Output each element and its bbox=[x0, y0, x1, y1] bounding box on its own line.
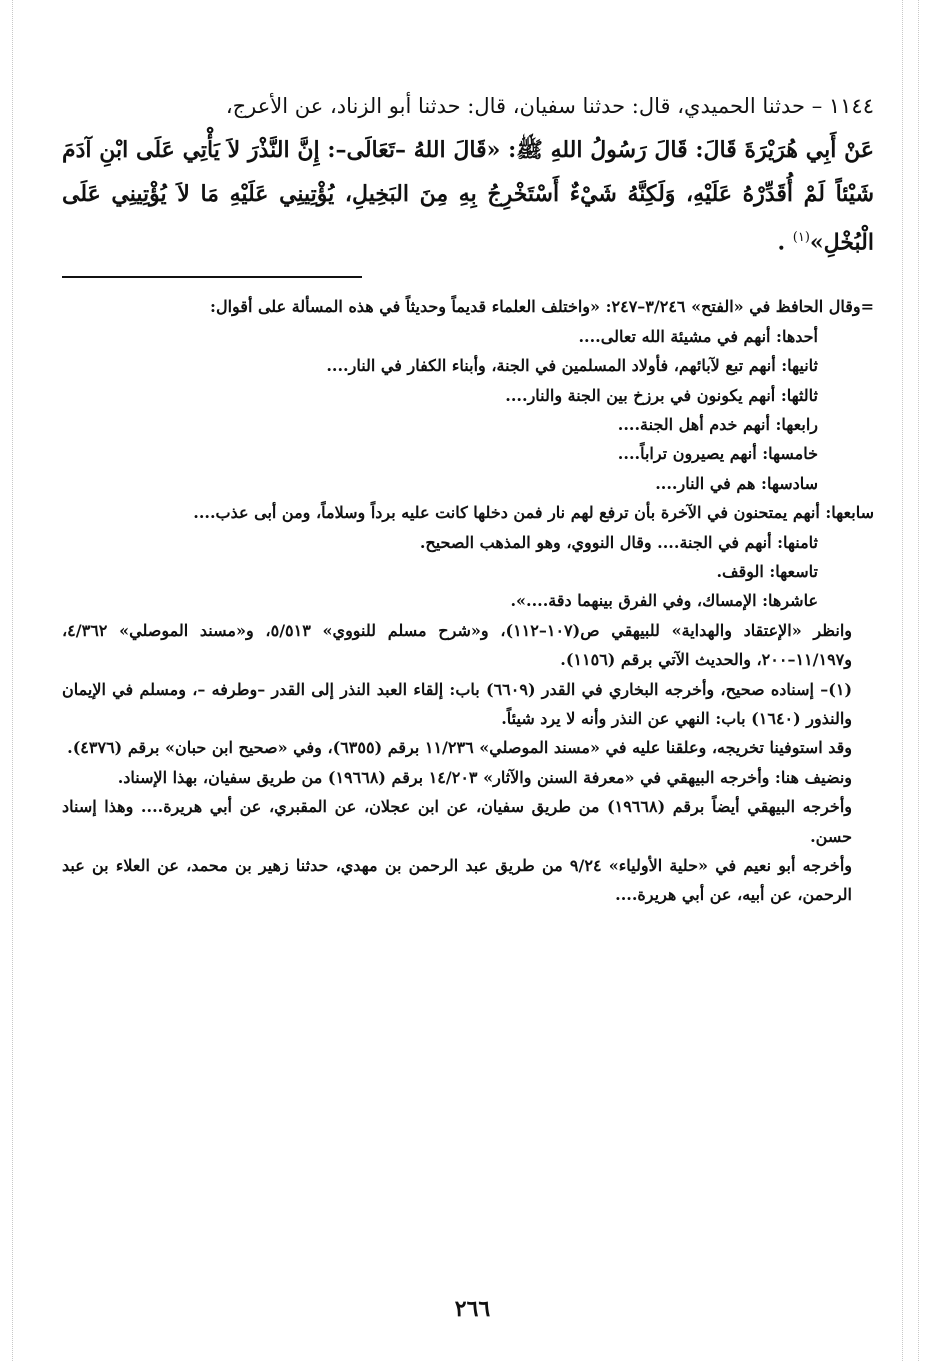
page-body bbox=[62, 84, 874, 910]
margin-guide-outer bbox=[918, 0, 919, 1361]
note-line: أحدها: أنهم في مشيئة الله تعالى.... bbox=[578, 326, 818, 346]
note-line: سابعها: أنهم يمتحنون في الآخرة بأن ترفع لهم نار فمن دخلها كانت عليه برداً وسلاماً، ومن أبى عذب.... bbox=[193, 503, 874, 523]
margin-guide-right bbox=[902, 0, 903, 1361]
note-line: ثالثها: أنهم يكونون في برزخ بين الجنة والنار.... bbox=[505, 385, 818, 405]
note-line: خامسها: أنهم يصيرون تراباً.... bbox=[617, 444, 818, 464]
footnotes bbox=[62, 292, 874, 910]
footnote-1: (١)– إسناده صحيح، وأخرجه البخاري في القدر (٦٦٠٩) باب: إلقاء العبد النذر إلى القدر –وطرفه –، ومسلم في الإيمان والنذور (١٦٤٠) باب: النهي عن النذر وأنه لا يرد شيئاً. bbox=[62, 679, 853, 729]
page-number: ٢٦٦ bbox=[454, 1296, 491, 1322]
note-line: ونضيف هنا: وأخرجه البيهقي في «معرفة السنن والآثار» ١٤/٢٠٣ برقم (١٩٦٦٨) من طريق سفيان، بهذا الإسناد. bbox=[117, 767, 852, 787]
footnote-reference: (١) bbox=[792, 230, 810, 245]
note-line: ثانيها: أنهم تبع لآبائهم، فأولاد المسلمين في الجنة، وأبناء الكفار في النار.... bbox=[326, 356, 818, 376]
hadith-text bbox=[62, 128, 874, 264]
note-line: وقد استوفينا تخريجه، وعلقنا عليه في «مسند الموصلي» ١١/٢٣٦ برقم (٦٣٥٥)، وفي «صحيح ابن حبان» برقم (٤٣٧٦). bbox=[67, 738, 852, 758]
footnote-separator bbox=[62, 276, 362, 278]
note-line: تاسعها: الوقف. bbox=[716, 561, 818, 581]
isnad-line: ١١٤٤ – حدثنا الحميدي، قال: حدثنا سفيان، قال: حدثنا أبو الزناد، عن الأعرج، bbox=[225, 94, 874, 118]
note-line: وأخرجه أبو نعيم في «حلية الأولياء» ٩/٢٤ من طريق عبد الرحمن بن مهدي، حدثنا زهير بن محمد، عن العلاء بن عبد الرحمن، عن أبيه، عن أبي هريرة.... bbox=[62, 856, 852, 905]
note-line: عاشرها: الإمساك، وفي الفرق بينهما دقة....». bbox=[510, 591, 818, 611]
hadith-matn: عَنْ أَبِي هُرَيْرَةَ قَالَ: قَالَ رَسُولُ اللهِ ﷺ: «قَالَ اللهُ –تَعَالَى–: إِنَّ النَّذْرَ لاَ يَأْتِي عَلَى ابْنِ آدَمَ شَيْئاً لَمْ أُقَدِّرْهُ عَلَيْهِ، وَلَكِنَّهُ شَيْءٌ أَسْتَخْرِجُ بِهِ مِنَ البَخِيلِ، يُؤْتِينِي عَلَيْهِ مَا لاَ يُؤْتِينِي عَلَى الْبُخْلِ» bbox=[62, 137, 875, 256]
note-line: =وقال الحافظ في «الفتح» ٣/٢٤٦–٢٤٧: «واختلف العلماء قديماً وحديثاً في هذه المسألة على أقوال: bbox=[210, 297, 874, 317]
note-line: وأخرجه البيهقي أيضاً برقم (١٩٦٦٨) من طريق سفيان، عن ابن عجلان، عن المقبري، عن أبي هريرة.... وهذا إسناد حسن. bbox=[62, 797, 852, 846]
note-line: ثامنها: أنهم في الجنة.... وقال النووي، وهو المذهب الصحيح. bbox=[419, 532, 818, 552]
note-line: رابعها: أنهم خدم أهل الجنة.... bbox=[617, 414, 818, 434]
main-text bbox=[62, 84, 874, 264]
note-line: سادسها: هم في النار.... bbox=[655, 473, 818, 493]
note-line: وانظر «الإعتقاد والهداية» للبيهقي ص(١٠٧–١١٢)، و«شرح مسلم للنووي» ٥/٥١٣، و«مسند الموصلي» ٤/٣٦٢، و١١/١٩٧–٢٠٠، والحديث الآتي برقم (١١٥٦). bbox=[62, 620, 852, 670]
hadith-end: . bbox=[777, 229, 793, 256]
margin-guide-left bbox=[12, 0, 13, 1361]
